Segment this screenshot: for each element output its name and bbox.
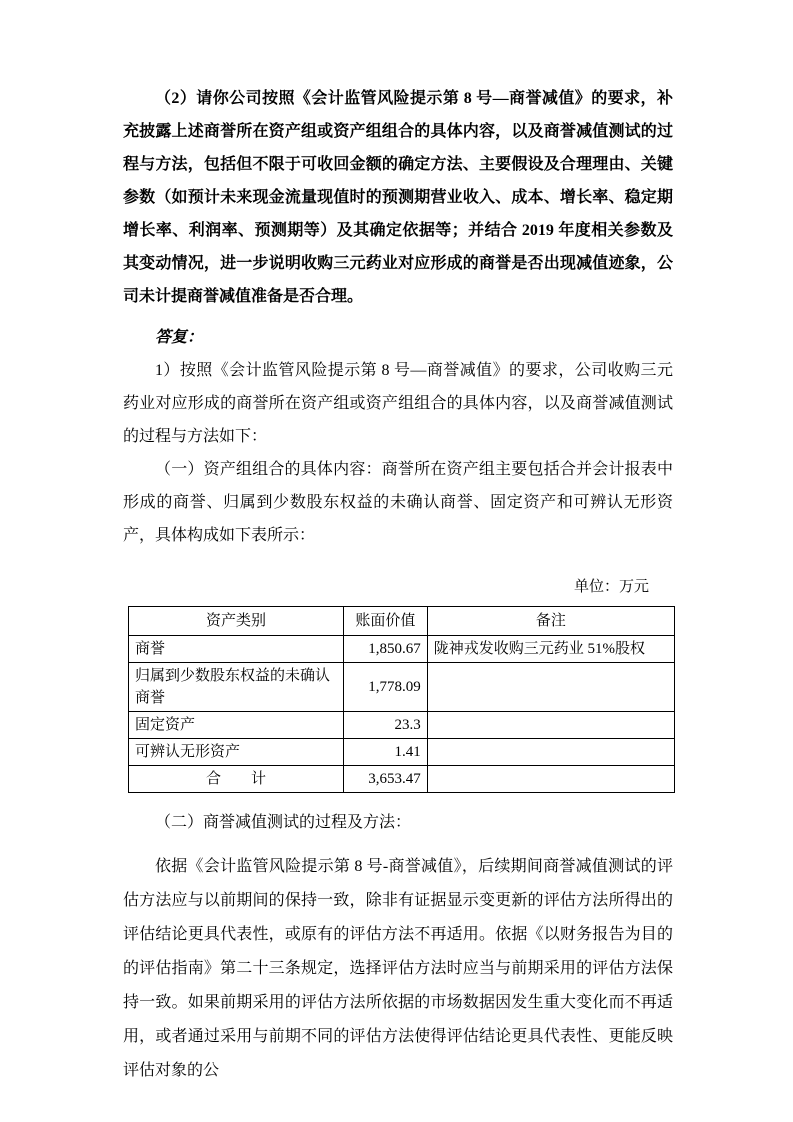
table-header-row xyxy=(129,607,675,636)
cell-total-value: 3,653.47 xyxy=(343,766,427,793)
question-paragraph: （2）请你公司按照《会计监管风险提示第 8 号—商誉减值》的要求，补充披露上述商誉所在资产组或资产组组合的具体内容，以及商誉减值测试的过程与方法，包括但不限于可收回金额的确定方法、主要假设及合理理由、关键参数（如预计未来现金流量现值时的预测期营业收入、成本、增长率、稳定期增长率、利润率、预测期等）及其确定依据等；并结合 2019 年度相关参数及其变动情况，进一步说明收购三元药业对应形成的商誉是否出现减值迹象，公司未计提商誉减值准备是否合理。 xyxy=(123,90,673,305)
section-two-heading: （二）商誉减值测试的过程及方法： xyxy=(155,814,412,831)
answer-intro-paragraph: 1）按照《会计监管风险提示第 8 号—商誉减值》的要求，公司收购三元药业对应形成的商誉所在资产组或资产组组合的具体内容，以及商誉减值测试的过程与方法如下： xyxy=(123,362,673,445)
table-header-category: 资产类别 xyxy=(129,607,344,636)
cell-category: 商誉 xyxy=(129,636,344,663)
table-row xyxy=(129,636,675,663)
cell-value: 23.3 xyxy=(343,712,427,739)
unit-label: 单位：万元 xyxy=(573,579,649,595)
cell-note: 陇神戎发收购三元药业 51%股权 xyxy=(427,636,674,663)
table-header-note: 备注 xyxy=(427,607,674,636)
cell-note xyxy=(427,739,674,766)
table-header-value: 账面价值 xyxy=(343,607,427,636)
cell-value: 1,850.67 xyxy=(343,636,427,663)
cell-note xyxy=(427,663,674,712)
cell-total-label: 合 计 xyxy=(129,766,344,793)
cell-note xyxy=(427,712,674,739)
section-one-paragraph: （一）资产组组合的具体内容：商誉所在资产组主要包括合并会计报表中形成的商誉、归属到少数股东权益的未确认商誉、固定资产和可辨认无形资产，具体构成如下表所示： xyxy=(123,461,673,544)
table-row xyxy=(129,663,675,712)
cell-category: 固定资产 xyxy=(129,712,344,739)
cell-total-note xyxy=(427,766,674,793)
reply-label: 答复： xyxy=(155,329,204,346)
cell-value: 1,778.09 xyxy=(343,663,427,712)
asset-composition-table xyxy=(128,606,675,793)
table-total-row xyxy=(129,766,675,793)
table-row xyxy=(129,739,675,766)
cell-value: 1.41 xyxy=(343,739,427,766)
method-paragraph: 依据《会计监管风险提示第 8 号-商誉减值》，后续期间商誉减值测试的评估方法应与以前期间的保持一致，除非有证据显示变更新的评估方法所得出的评估结论更具代表性，或原有的评估方法不再适用。依据《以财务报告为目的的评估指南》第二十三条规定，选择评估方法时应当与前期采用的评估方法保持一致。如果前期采用的评估方法所依据的市场数据因发生重大变化而不再适用，或者通过采用与前期不同的评估方法使得评估结论更具代表性、更能反映评估对象的公 xyxy=(123,858,673,1079)
cell-category: 归属到少数股东权益的未确认商誉 xyxy=(129,663,344,712)
table-row xyxy=(129,712,675,739)
cell-category: 可辨认无形资产 xyxy=(129,739,344,766)
